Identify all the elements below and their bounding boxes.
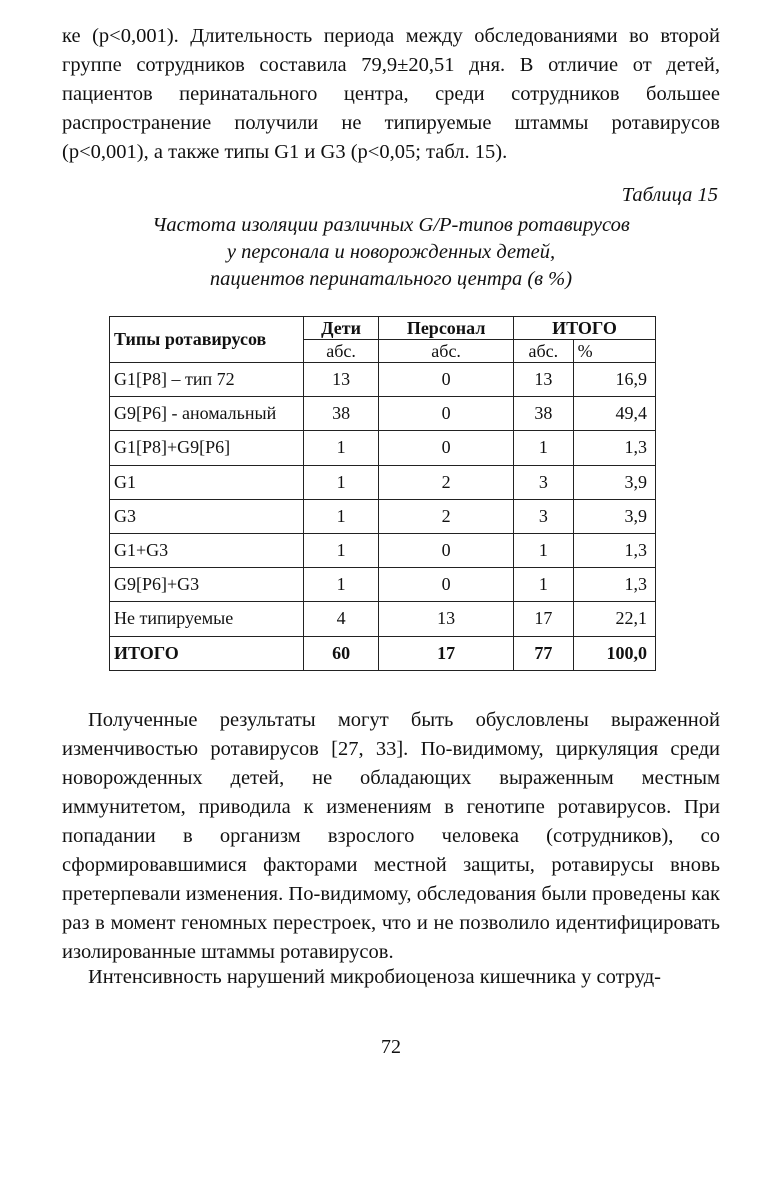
header-total: ИТОГО <box>514 317 656 340</box>
subheader-abs: абс. <box>304 340 379 363</box>
table-row <box>110 397 656 431</box>
table-row <box>110 499 656 533</box>
cell-total: 3 <box>514 465 574 499</box>
intro-paragraph: ке (р<0,001). Длительность периода между обследованиями во второй группе сотрудников составила 79,9±20,51 дня. В отличие от детей, пациентов перинатального центра, среди сотрудников большее распространение получили не типируемые штаммы ротавирусов (р<0,001), а также типы G1 и G3 (р<0,05; табл. 15). <box>62 25 720 163</box>
cell-type: Не типируемые <box>110 602 304 636</box>
cell-total: 17 <box>514 602 574 636</box>
table-row <box>110 602 656 636</box>
cell-children: 4 <box>304 602 379 636</box>
subheader-abs: абс. <box>379 340 514 363</box>
caption-line: пациентов перинатального центра (в %) <box>209 268 573 290</box>
cell-total: 3 <box>514 499 574 533</box>
cell-staff: 17 <box>379 636 514 670</box>
cell-type: G1+G3 <box>110 533 304 567</box>
subheader-abs: абс. <box>514 340 574 363</box>
table-row <box>110 465 656 499</box>
cell-children: 38 <box>304 397 379 431</box>
cell-children: 1 <box>304 499 379 533</box>
rotavirus-table <box>109 316 656 671</box>
cell-pct: 1,3 <box>573 533 655 567</box>
continuation-paragraph: Интенсивность нарушений микробиоценоза кишечника у сотруд- <box>88 966 661 988</box>
header-staff: Персонал <box>379 317 514 340</box>
cell-staff: 0 <box>379 568 514 602</box>
table-number: Таблица 15 <box>621 184 718 206</box>
cell-total: 1 <box>514 568 574 602</box>
cell-total: 1 <box>514 431 574 465</box>
cell-staff: 2 <box>379 499 514 533</box>
cell-children: 1 <box>304 465 379 499</box>
table-row <box>110 431 656 465</box>
cell-children: 1 <box>304 568 379 602</box>
header-type: Типы ротавирусов <box>110 317 304 363</box>
cell-pct: 16,9 <box>573 363 655 397</box>
cell-staff: 0 <box>379 533 514 567</box>
cell-staff: 0 <box>379 397 514 431</box>
cell-children: 1 <box>304 431 379 465</box>
cell-type: G1 <box>110 465 304 499</box>
cell-total: 38 <box>514 397 574 431</box>
cell-total: 13 <box>514 363 574 397</box>
cell-pct: 1,3 <box>573 431 655 465</box>
cell-staff: 0 <box>379 431 514 465</box>
caption-line: у персонала и новорожденных детей, <box>226 241 556 263</box>
table-row <box>110 363 656 397</box>
cell-type: G1[P8]+G9[P6] <box>110 431 304 465</box>
cell-staff: 0 <box>379 363 514 397</box>
cell-total: 1 <box>514 533 574 567</box>
cell-pct: 22,1 <box>573 602 655 636</box>
cell-type: G1[P8] – тип 72 <box>110 363 304 397</box>
table-total-row <box>110 636 656 670</box>
cell-children: 60 <box>304 636 379 670</box>
cell-type: G9[P6] - аномальный <box>110 397 304 431</box>
cell-pct: 3,9 <box>573 465 655 499</box>
cell-staff: 13 <box>379 602 514 636</box>
cell-staff: 2 <box>379 465 514 499</box>
cell-type: G3 <box>110 499 304 533</box>
subheader-pct: % <box>573 340 655 363</box>
caption-line: Частота изоляции различных G/P-типов ротавирусов <box>152 214 630 236</box>
table-caption <box>62 212 720 293</box>
cell-pct: 3,9 <box>573 499 655 533</box>
cell-total: 77 <box>514 636 574 670</box>
cell-children: 13 <box>304 363 379 397</box>
cell-pct: 49,4 <box>573 397 655 431</box>
header-children: Дети <box>304 317 379 340</box>
cell-pct: 1,3 <box>573 568 655 602</box>
cell-children: 1 <box>304 533 379 567</box>
cell-type: ИТОГО <box>110 636 304 670</box>
cell-type: G9[P6]+G3 <box>110 568 304 602</box>
page-number: 72 <box>381 1036 401 1058</box>
table-row <box>110 533 656 567</box>
discussion-paragraph: Полученные результаты могут быть обусловлены выраженной изменчивостью ротавирусов [27, 33]. По-видимому, циркуляция среди новорожденных детей, не обладающих выраженным местным иммунитетом, приводила к изменениям в генотипе ротавирусов. При попадании в организм взрослого человека (сотрудников), со сформировавшимися факторами местной защиты, ротавирусы вновь претерпевали изменения. По-видимому, обследования были проведены как раз в момент геномных перестроек, что и не позволило идентифицировать изолированные штаммы ротавирусов. <box>62 709 720 963</box>
table-row <box>110 568 656 602</box>
cell-pct: 100,0 <box>573 636 655 670</box>
